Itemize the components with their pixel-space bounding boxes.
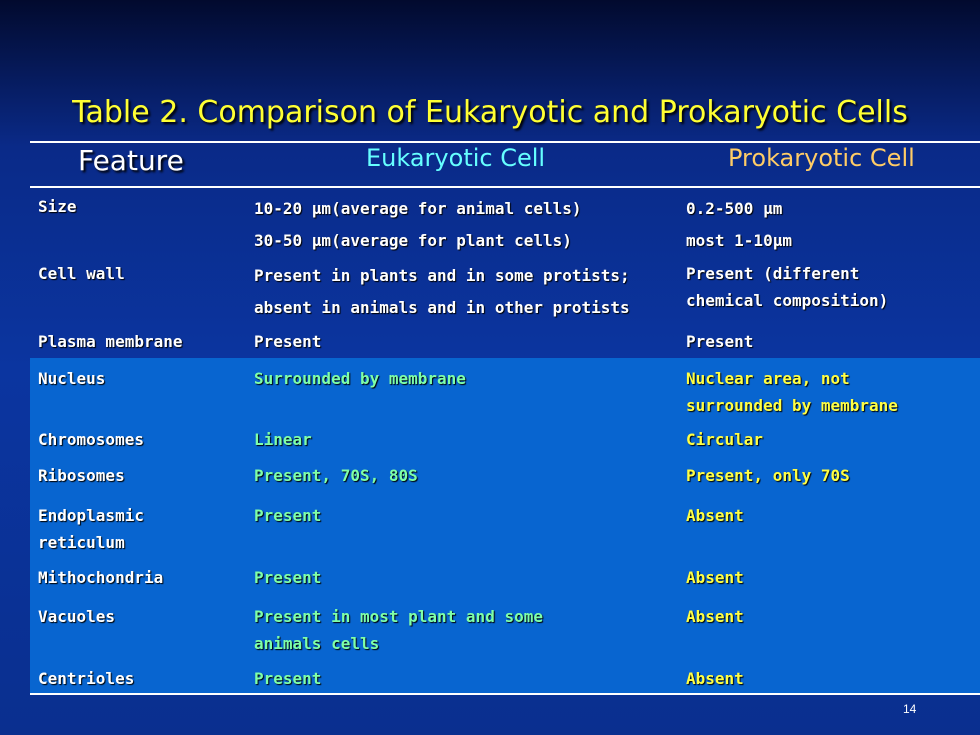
table-bottom-rule xyxy=(30,693,980,695)
row-plasma-eukaryotic: Present xyxy=(254,332,322,351)
row-ribosomes-feature: Ribosomes xyxy=(38,466,125,485)
row-ribosomes-prokaryotic: Present, only 70S xyxy=(686,466,850,485)
row-ribosomes-eukaryotic: Present, 70S, 80S xyxy=(254,466,418,485)
row-cellwall-feature: Cell wall xyxy=(38,264,125,283)
row-mitochondria-eukaryotic: Present xyxy=(254,568,322,587)
row-nucleus-feature: Nucleus xyxy=(38,369,106,388)
row-cellwall-prokaryotic: Present (different chemical composition) xyxy=(686,264,889,310)
row-vacuoles-feature: Vacuoles xyxy=(38,607,116,626)
row-size-feature: Size xyxy=(38,197,77,216)
row-plasma-feature: Plasma membrane xyxy=(38,332,183,351)
row-vacuoles-eukaryotic: Present in most plant and some animals cells xyxy=(254,607,543,653)
row-er-eukaryotic: Present xyxy=(254,506,322,525)
header-top-rule xyxy=(30,141,980,143)
row-cellwall-eukaryotic: Present in plants and in some protists; absent in animals and in other protists xyxy=(254,266,630,317)
row-mitochondria-prokaryotic: Absent xyxy=(686,568,744,587)
row-centrioles-feature: Centrioles xyxy=(38,669,135,688)
row-size-prokaryotic: 0.2-500 µm most 1-10µm xyxy=(686,199,792,250)
row-size-eukaryotic: 10-20 µm(average for animal cells) 30-50 µm(average for plant cells) xyxy=(254,199,582,250)
header-bottom-rule xyxy=(30,186,980,188)
row-plasma-prokaryotic: Present xyxy=(686,332,754,351)
header-prokaryotic: Prokaryotic Cell xyxy=(728,144,915,172)
row-centrioles-prokaryotic: Absent xyxy=(686,669,744,688)
row-chromosomes-feature: Chromosomes xyxy=(38,430,144,449)
header-feature: Feature xyxy=(78,144,184,177)
row-chromosomes-prokaryotic: Circular xyxy=(686,430,764,449)
row-centrioles-eukaryotic: Present xyxy=(254,669,322,688)
row-vacuoles-prokaryotic: Absent xyxy=(686,607,744,626)
row-er-prokaryotic: Absent xyxy=(686,506,744,525)
row-nucleus-eukaryotic: Surrounded by membrane xyxy=(254,369,466,388)
slide-title: Table 2. Comparison of Eukaryotic and Prokaryotic Cells xyxy=(72,95,908,130)
header-eukaryotic: Eukaryotic Cell xyxy=(366,144,546,172)
row-er-feature: Endoplasmic reticulum xyxy=(38,506,144,552)
page-number: 14 xyxy=(903,702,917,716)
row-mitochondria-feature: Mithochondria xyxy=(38,568,164,587)
row-nucleus-prokaryotic: Nuclear area, not surrounded by membrane xyxy=(686,369,898,415)
row-chromosomes-eukaryotic: Linear xyxy=(254,430,312,449)
